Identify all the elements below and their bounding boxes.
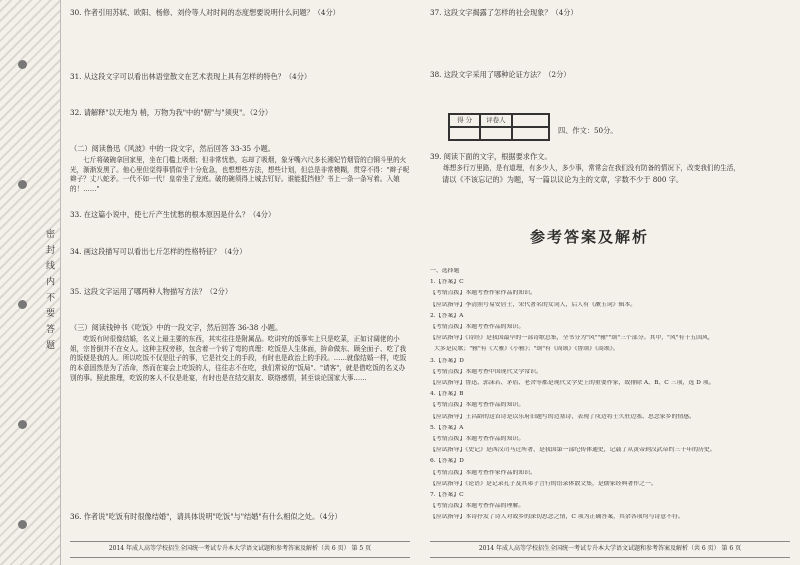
answer-line: 3.【答案】D [430, 357, 464, 364]
binding-strip [0, 0, 61, 565]
answer-line: 【考情点拨】本题考查作家作品的知识。 [430, 290, 537, 297]
punch-hole-icon [18, 300, 27, 309]
answer-line: 7.【答案】C [430, 492, 464, 498]
answer-line: 【应试指导】本诗抒发了诗人对故乡的深切思念之情，C 项为正确答案，其余各项均与诗意不符。 [430, 514, 684, 521]
answer-line: 【考情点拨】本题考查作品的理解。 [430, 503, 525, 510]
question-37: 37. 这段文字揭露了怎样的社会现象？（4分） [430, 8, 578, 17]
answer-line: 【考情点拨】本题考查作品的知识。 [430, 402, 525, 409]
answer-line: 【考情点拨】本题考查作家作品的知识。 [430, 469, 537, 476]
passage-2-intro: （二）阅读鲁迅《风波》中的一段文字，然后回答 33-35 小题。 [70, 144, 275, 153]
answer-section-title: 参考答案及解析 [530, 228, 650, 246]
page-footer: 2014 年成人高等学校招生全国统一考试专升本大学语文试题和参考答案及解析（共 6 页） 第 5 页 [70, 541, 410, 558]
punch-hole-icon [18, 60, 27, 69]
answer-line: 1.【答案】C [430, 279, 464, 286]
answer-line: 【应试指导】《史记》是西汉司马迁所著，是我国第一部纪传体通史，记载了从黄帝到汉武帝约三千年的历史。 [430, 447, 716, 454]
right-page [430, 0, 790, 565]
question-39: 39. 阅读下面的文字，根据要求作文。 [430, 152, 552, 161]
punch-hole-icon [18, 180, 27, 189]
page-footer: 2014 年成人高等学校招生全国统一考试专升本大学语文试题和参考答案及解析（共 6 页） 第 6 页 [430, 541, 790, 558]
score-blank [512, 114, 550, 127]
answer-line: 【考情点拨】本题考查作品的知识。 [430, 436, 525, 442]
answer-line: 一、选择题 [430, 268, 460, 274]
left-page [70, 0, 410, 565]
passage-2-body: 七斤将破碗拿回家里，坐在门槛上吸烟；但非常忧愁，忘却了吸烟，象牙嘴六尺多长湘妃竹烟管的白铜斗里的火光，渐渐发黑了。他心里但觉得事情似乎十分危急，也想想些方法，想些计划，但总是非常模糊，贯穿不得："辫子呢辫子？丈八蛇矛。一代不如一代！皇帝坐了龙庭。破的碗须得上城去钉好。谁能抵挡他？书上一条一条写着。入娘的！……" [70, 156, 410, 194]
score-box [448, 113, 550, 141]
question-39-body: 练想多行万里路，是有道理，有多少人，多少事，常常会在我们没有防备的情况下，改变我们的生活， [443, 164, 740, 172]
answer-line: 【应试指导】李清照号易安居士，宋代著名的女词人，后人有《漱玉词》辑本。 [430, 301, 637, 308]
answer-line: 【应试指导】《论语》是记录孔子及其弟子言行的语录体散文集，是儒家经典著作之一。 [430, 480, 657, 487]
passage-3-intro: （三）阅读钱钟书《吃饭》中的一段文字，然后回答 36-38 小题。 [70, 323, 283, 332]
answer-line: 大多是民歌；"雅"有《大雅》《小雅》；"颂"有《周颂》《鲁颂》《商颂》。 [434, 346, 619, 353]
punch-hole-icon [18, 420, 27, 429]
answer-line: 2.【答案】A [430, 312, 464, 319]
reviewer-label: 评卷人 [480, 114, 511, 127]
score-blank [512, 127, 550, 140]
question-35: 35. 这段文字运用了哪两种人物描写方法？（2分） [70, 287, 233, 296]
answer-line: 4.【答案】B [430, 391, 464, 398]
score-cell [449, 127, 480, 140]
answer-line: 6.【答案】D [430, 458, 464, 465]
score-label: 得 分 [449, 114, 480, 127]
answer-line: 【应试指导】《诗经》是我国最早的一部诗歌总集，全书分为"风""雅""颂"三个部分。其中，"风"有十五国风， [430, 335, 714, 342]
question-34: 34. 画这段描写可以看出七斤怎样的性格特征？（4分） [70, 247, 247, 256]
answer-line: 【考情点拨】本题考查作品的知识。 [430, 324, 525, 330]
answer-line: 【考情点拨】本题考查中国现代文学常识。 [430, 368, 542, 375]
question-32: 32. 请解释"以天地为 梢，万物为我"中的"朝"与"须臾"。（2分） [70, 108, 273, 117]
reviewer-cell [480, 127, 511, 140]
answer-line: 5.【答案】A [430, 424, 464, 431]
question-30: 30. 作者引用苏轼、欧阳、杨修、刘伶等人对时间的态度想要说明什么问题？（4分） [70, 8, 340, 17]
question-31: 31. 从这段文字可以看出林语堂散文在艺术表现上具有怎样的特色？（4分） [70, 72, 312, 81]
passage-3-body: 吃饭有时很像结婚，名义上最主要的东西，其实往往是附属品。吃讲究的饭事实上只是吃菜，正如讨阔佬的小姐，宗旨倒并不在女人。这种主权旁移，包含着一个转了弯的真理：吃饭是人生体面，拚命做东、顾全面子、吃了我的饭便是我的人。所以吃饭不仅是肚子的事，它是社交上的手段，有时也是政治上的手段。……就像结婚一样，吃饭的本意固然是为了活命，然而在宴会上吃饭的人，往往志不在吃，我们常说的"饭局"、"请客"，就是借吃饭的名义办别的事。照此推理，吃饭的客人不仅是赴宴，有时也是在结交朋友、联络感情，甚至谈论国家大事…… [70, 335, 407, 382]
binding-label: 密 封 线 内 不 要 答 题 [44, 228, 54, 352]
answer-line: 【应试指导】王昌龄的这首诗是以乐府旧题写的边塞诗，表现了戍边将士久驻边塞、思念家乡的情感。 [430, 413, 696, 420]
question-33: 33. 在这篇小说中，使七斤产生忧愁的根本原因是什么？（4分） [70, 210, 276, 219]
essay-section-heading: 四、作文：50分。 [558, 126, 618, 135]
punch-hole-icon [18, 520, 27, 529]
question-38: 38. 这段文字采用了哪种论证方法？（2分） [430, 70, 571, 79]
question-39-requirement: 请以《不该忘记的》为题，写一篇以议论为主的文章，字数不少于 800 字。 [442, 175, 684, 184]
question-36: 36. 作者说"吃饭有时很像结婚"，请具体说明"吃饭"与"结婚"有什么相似之处。（4分） [70, 512, 342, 521]
answer-line: 【应试指导】鲁迅、郭沫若、茅盾、老舍等都是现代文学史上的重要作家，故排除 A、B、C 三项，选 D 项。 [430, 380, 715, 386]
